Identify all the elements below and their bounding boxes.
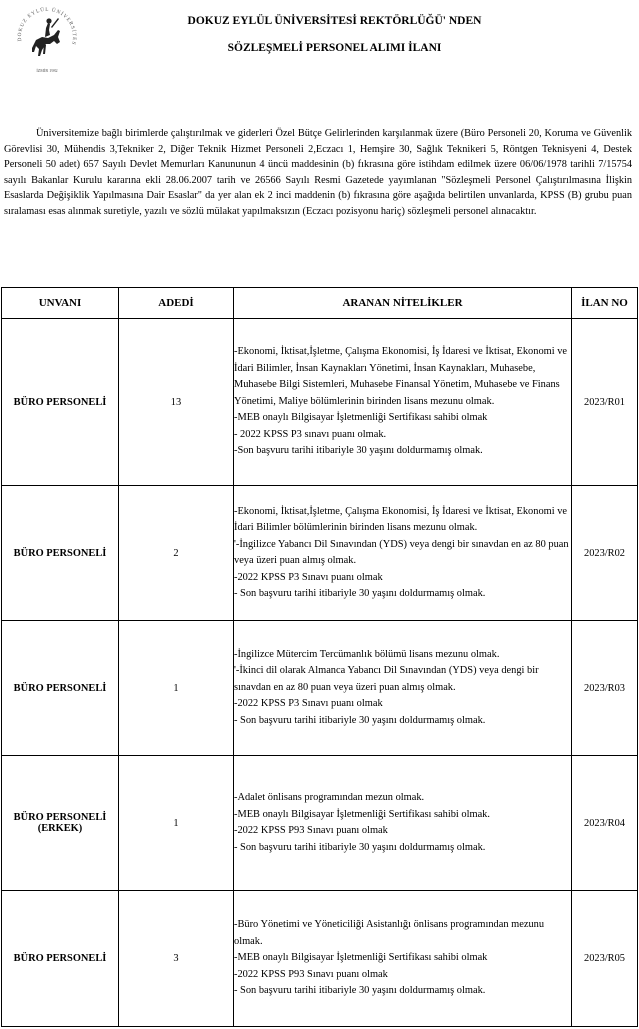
intro-paragraph: Üniversitemize bağlı birimlerde çalıştırılmak ve giderleri Özel Bütçe Gelirlerinden karşılanmak üzere (Büro Personeli 20, Koruma ve Güvenlik Görevlisi 30, Mühendis 3,Tekniker 2, Diğer Teknik Hizmet Personeli 2,Eczacı 1, Hemşire 30, Sağlık Teknikeri 5, Röntgen Teknisyeni 4, Destek Personeli 50 adet) 657 Sayılı Devlet Memurları Kanununun 4 üncü maddesinin (b) fıkrasına göre istihdam edilmek üzere 06/06/1978 tarihli 7/15754 sayılı Bakanlar Kurulu kararına ekli 28.06.2007 tarih ve 26566 Sayılı Resmi Gazetede yayımlanan "Sözleşmeli Personel Çalıştırılmasına İlişkin Esaslarda Değişiklik Yapılmasına Dair Esaslar" da yer alan ek 2 inci maddenin (b) fıkrasına göre aşağıda belirtilen unvanlarda, KPSS (B) grubu puan sıralaması esas alınmak suretiyle, yazılı ve sözlü mülakat yapılmaksızın (Eczacı pozisyonu hariç) sözleşmeli personel alınacaktır. [4,128,632,217]
table-row [2,891,638,1027]
ilan-no-cell: 2023/R01 [572,319,638,486]
positions-table [1,287,638,1027]
adedi-cell: 13 [119,319,234,486]
adedi-cell: 1 [119,756,234,891]
requirement-line: - Son başvuru tarihi itibariyle 30 yaşını doldurmamış olmak. [234,714,486,726]
column-header-ilan: İLAN NO [572,288,638,319]
column-header-adedi: ADEDİ [119,288,234,319]
unvan-cell: BÜRO PERSONELİ [2,319,119,486]
page-title: DOKUZ EYLÜL ÜNİVERSİTESİ REKTÖRLÜĞÜ' NDEN [187,15,482,27]
requirement-line: '-İngilizce Yabancı Dil Sınavından (YDS) veya dengi bir sınavdan en az 80 puan veya üzeri puan almış olmak. [234,538,569,566]
adedi-cell: 1 [119,621,234,756]
logo-text: DOKUZ EYLÜL ÜNİVERSİTES [16,6,78,46]
page-subtitle: SÖZLEŞMELİ PERSONEL ALIMI İLANI [227,42,442,54]
table-row [2,621,638,756]
requirement-line: - 2022 KPSS P3 sınavı puanı olmak. [234,428,387,440]
requirement-line: -MEB onaylı Bilgisayar İşletmenliği Sertifikası sahibi olmak. [234,808,490,820]
nitelikler-cell [234,486,572,621]
adedi-cell: 2 [119,486,234,621]
requirement-line: - Son başvuru tarihi itibariyle 30 yaşını doldurmamış olmak. [234,588,486,599]
ilan-no-cell: 2023/R02 [572,486,638,621]
requirement-line: -Ekonomi, İktisat,İşletme, Çalışma Ekonomisi, İş İdaresi ve İktisat, Ekonomi ve İdari Bilimler bölümlerinin birinden lisans mezunu olmak. [234,505,568,533]
logo-year: İZMİR 1982 [36,68,58,73]
requirement-line: -MEB onaylı Bilgisayar İşletmenliği Sertifikası sahibi olmak [234,952,488,964]
requirement-line: '-İkinci dil olarak Almanca Yabancı Dil Sınavından (YDS) veya dengi bir sınavdan en az 80 puan veya üzeri puan almış olmak. [234,665,539,693]
nitelikler-cell [234,319,572,486]
table-header-row [2,288,638,319]
table-row [2,756,638,891]
unvan-cell: BÜRO PERSONELİ [2,621,119,756]
requirement-line: -MEB onaylı Bilgisayar İşletmenliği Sertifikası sahibi olmak [234,412,488,424]
nitelikler-cell [234,891,572,1027]
unvan-cell: BÜRO PERSONELİ (ERKEK) [2,756,119,891]
requirement-line: -Büro Yönetimi ve Yöneticiliği Asistanlığı önlisans programından mezunu olmak. [234,919,545,947]
unvan-cell: BÜRO PERSONELİ [2,891,119,1027]
requirement-line: -2022 KPSS P93 Sınavı puanı olmak [234,968,388,980]
nitelikler-cell [234,756,572,891]
adedi-cell: 3 [119,891,234,1027]
table-row [2,319,638,486]
ilan-no-cell: 2023/R03 [572,621,638,756]
requirement-line: -2022 KPSS P3 Sınavı puanı olmak [234,698,383,710]
requirement-line: -Son başvuru tarihi itibariyle 30 yaşını doldurmamış olmak. [234,445,483,457]
requirement-line: -İngilizce Mütercim Tercümanlık bölümü lisans mezunu olmak. [234,648,500,660]
requirement-line: -2022 KPSS P3 Sınavı puanı olmak [234,571,383,583]
requirement-line: -2022 KPSS P93 Sınavı puanı olmak [234,825,388,836]
requirement-line: -Ekonomi, İktisat,İşletme, Çalışma Ekonomisi, İş İdaresi ve İktisat, Ekonomi ve İdari Bilimler, İnsan Kaynakları Yönetimi, İnsan Kaynakları, Muhasebe, Muhasebe Bilgi Sistemleri, Muhasebe Finansal Yönetim, Muhasebe ve Finans Yönetimi, Maliye bölümlerinin birinden lisans mezunu olmak. [234,346,568,407]
ilan-no-cell: 2023/R05 [572,891,638,1027]
column-header-nitelikler: ARANAN NİTELİKLER [234,288,572,319]
unvan-cell: BÜRO PERSONELİ [2,486,119,621]
column-header-unvan: UNVANI [2,288,119,319]
requirement-line: -Adalet önlisans programından mezun olmak. [234,792,425,803]
table-row [2,486,638,621]
requirement-line: - Son başvuru tarihi itibariyle 30 yaşını doldurmamış olmak. [234,841,486,853]
ilan-no-cell: 2023/R04 [572,756,638,891]
requirement-line: - Son başvuru tarihi itibariyle 30 yaşını doldurmamış olmak. [234,985,486,997]
nitelikler-cell [234,621,572,756]
